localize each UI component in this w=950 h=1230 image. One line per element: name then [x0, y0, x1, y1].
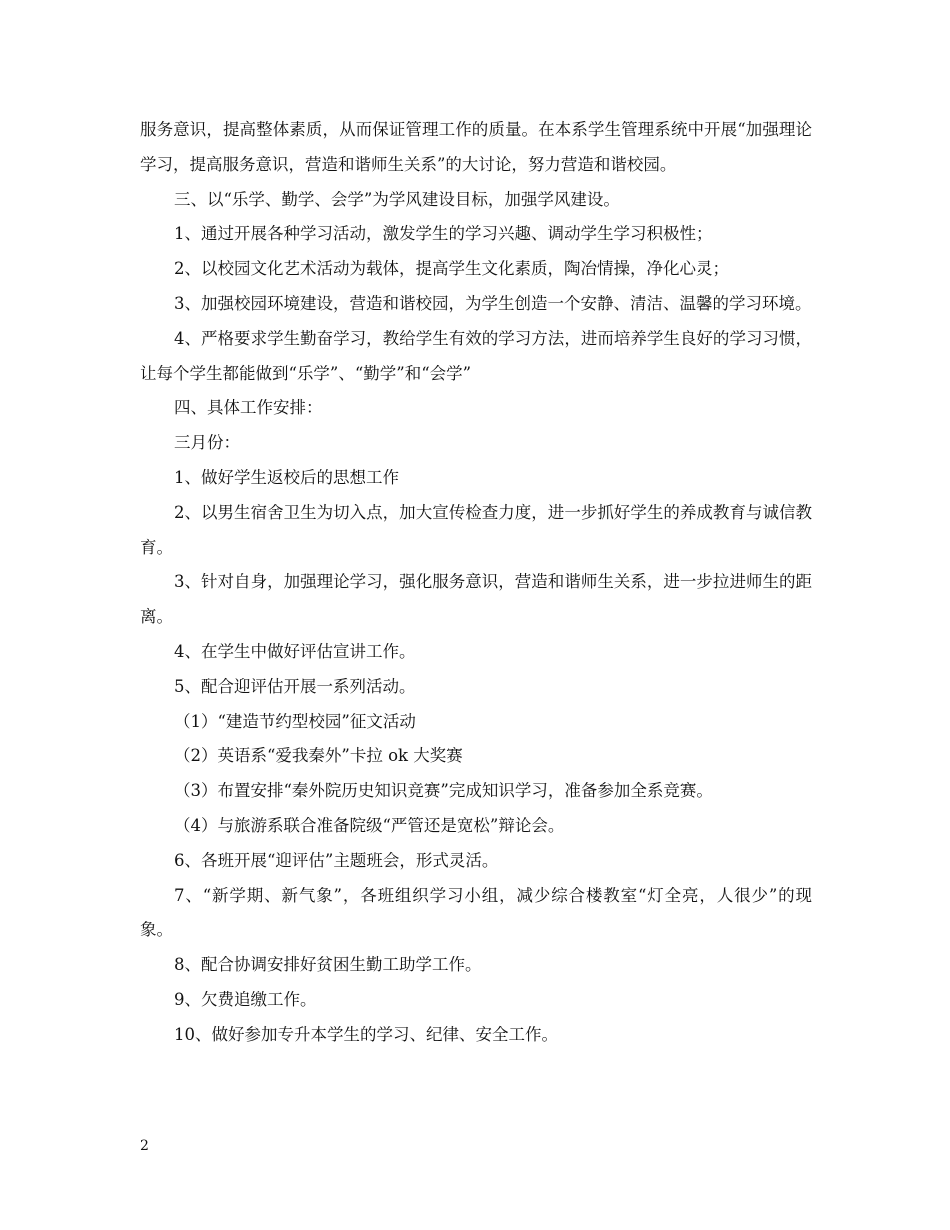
list-item: 9、欠费追缴工作。: [174, 989, 317, 1009]
section-heading-three: 三、以“乐学、勤学、会学”为学风建设目标，加强学风建设。: [174, 189, 620, 209]
list-item: 3、针对自身，加强理论学习，强化服务意识，营造和谐师生关系，进一步拉进师生的距离。: [140, 572, 812, 627]
paragraph: 2、以校园文化艺术活动为载体，提高学生文化素质，陶冶情操，净化心灵；: [174, 259, 729, 279]
list-item: 10、做好参加专升本学生的学习、纪律、安全工作。: [174, 1024, 558, 1044]
paragraph: 4、严格要求学生勤奋学习，教给学生有效的学习方法，进而培养学生良好的学习习惯，让每个学生都能做到“乐学”、“勤学”和“会学”: [140, 328, 812, 383]
sub-list-item: （3）布置安排“秦外院历史知识竞赛”完成知识学习，准备参加全系竞赛。: [174, 781, 713, 801]
list-item: 1、做好学生返校后的思想工作: [174, 467, 399, 487]
list-item: 7、“新学期、新气象”，各班组织学习小组，减少综合楼教室“灯全亮，人很少”的现象。: [140, 885, 812, 940]
list-item: 8、配合协调安排好贫困生勤工助学工作。: [174, 955, 482, 975]
list-item: 2、以男生宿舍卫生为切入点，加大宣传检查力度，进一步抓好学生的养成教育与诚信教育。: [140, 502, 812, 557]
list-item: 4、在学生中做好评估宣讲工作。: [174, 641, 416, 661]
paragraph: 服务意识，提高整体素质，从而保证管理工作的质量。在本系学生管理系统中开展“加强理论学习，提高服务意识，营造和谐师生关系”的大讨论，努力营造和谐校园。: [140, 120, 812, 174]
sub-list-item: （1）“建造节约型校园”征文活动: [174, 711, 416, 731]
paragraph: 3、加强校园环境建设，营造和谐校园，为学生创造一个安静、清洁、温馨的学习环境。: [174, 293, 812, 313]
section-heading-four: 四、具体工作安排：: [174, 398, 323, 418]
list-item: 6、各班开展“迎评估”主题班会，形式灵活。: [174, 850, 499, 870]
page-number: 2: [140, 1138, 149, 1154]
month-heading: 三月份：: [174, 433, 240, 453]
sub-list-item: （2）英语系“爱我秦外”卡拉 ok 大奖赛: [174, 746, 463, 766]
paragraph: 1、通过开展各种学习活动，激发学生的学习兴趣、调动学生学习积极性；: [174, 224, 713, 244]
document-body: [140, 113, 812, 1053]
list-item: 5、配合迎评估开展一系列活动。: [174, 676, 416, 696]
sub-list-item: （4）与旅游系联合准备院级“严管还是宽松”辩论会。: [174, 815, 565, 835]
